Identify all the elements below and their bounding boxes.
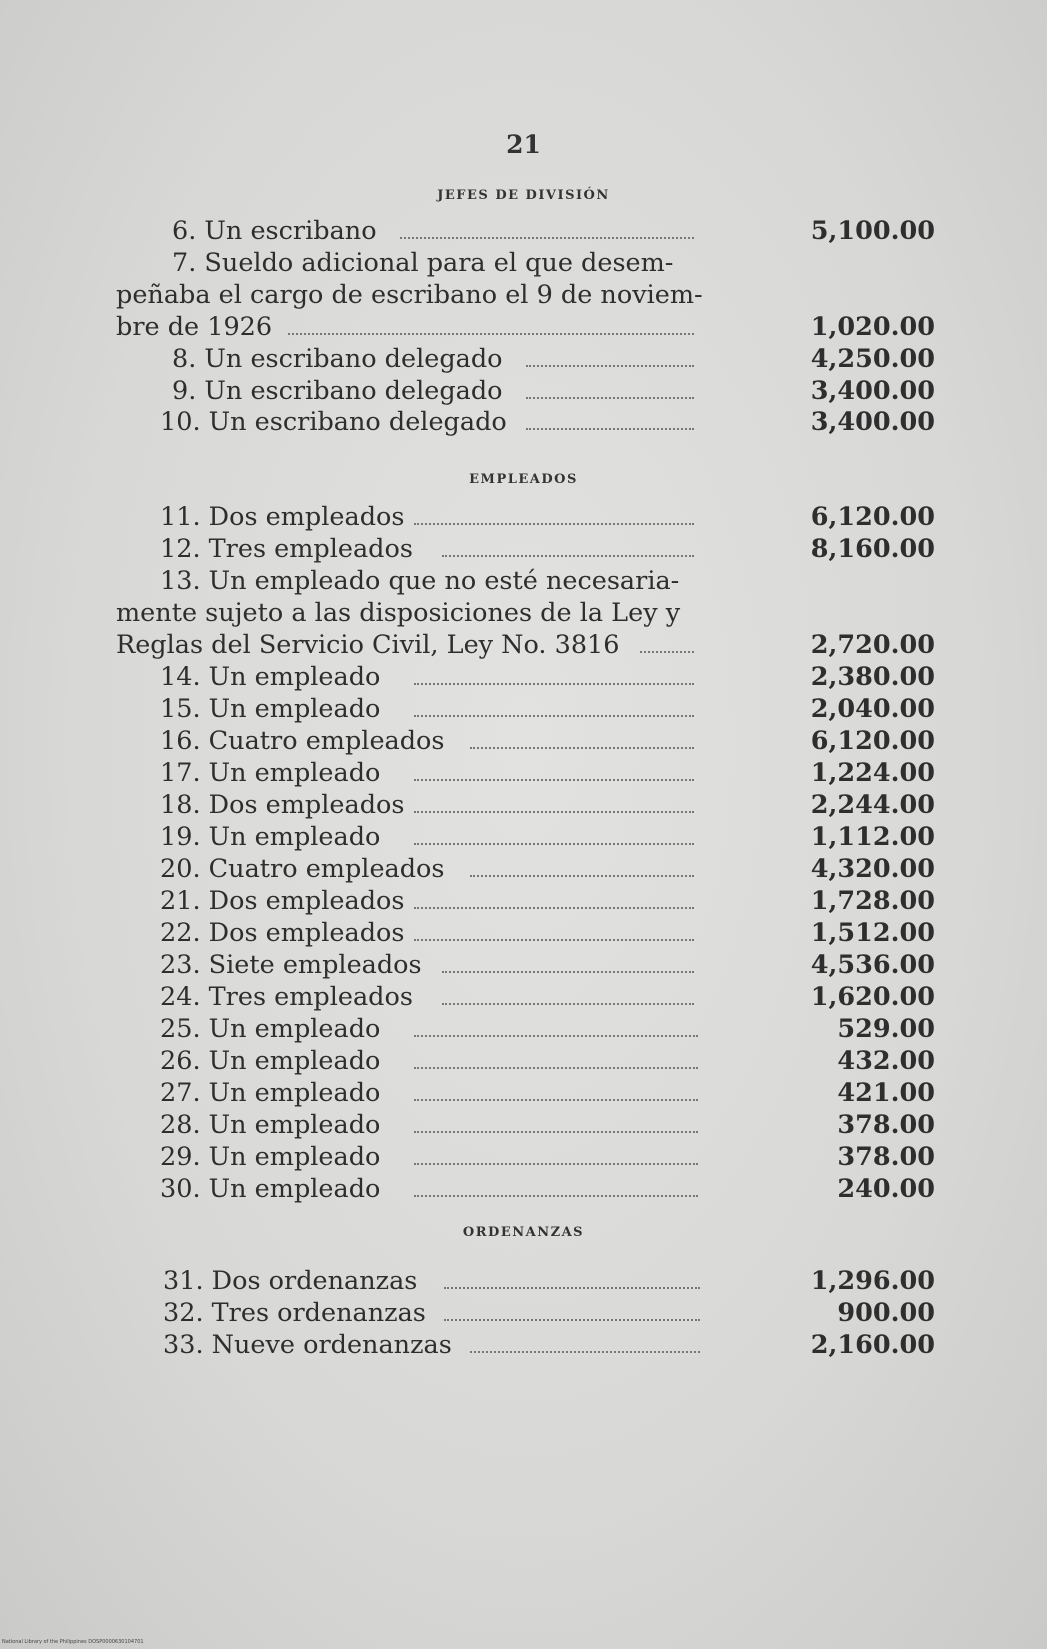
line-amount: 3,400.00 — [810, 376, 935, 406]
budget-line — [0, 981, 1047, 1014]
budget-line — [0, 279, 1047, 312]
budget-line — [0, 1297, 1047, 1330]
budget-line — [0, 1045, 1047, 1078]
dot-leader — [414, 843, 694, 845]
dot-leader — [414, 1131, 698, 1133]
dot-leader — [442, 1003, 694, 1005]
line-text: 27. Un empleado — [160, 1078, 381, 1108]
line-text: 32. Tres ordenanzas — [163, 1298, 426, 1328]
line-text: 19. Un empleado — [160, 822, 381, 852]
dot-leader — [442, 971, 694, 973]
budget-line — [0, 1173, 1047, 1206]
line-text: 10. Un escribano delegado — [160, 407, 507, 437]
dot-leader — [414, 1099, 698, 1101]
line-amount: 6,120.00 — [810, 502, 935, 532]
dot-leader — [470, 1351, 700, 1353]
budget-line — [0, 1077, 1047, 1110]
dot-leader — [526, 428, 694, 430]
budget-line — [0, 885, 1047, 918]
line-amount: 378.00 — [837, 1110, 935, 1140]
dot-leader — [442, 555, 694, 557]
line-text: 12. Tres empleados — [160, 534, 413, 564]
dot-leader — [444, 1287, 700, 1289]
dot-leader — [414, 683, 694, 685]
dot-leader — [414, 811, 694, 813]
section-heading-empleados: EMPLEADOS — [469, 472, 578, 487]
line-amount: 1,296.00 — [810, 1266, 935, 1296]
line-amount: 240.00 — [837, 1174, 935, 1204]
line-text: 13. Un empleado que no esté necesaria- — [160, 566, 680, 596]
dot-leader — [414, 523, 694, 525]
line-amount: 1,224.00 — [810, 758, 935, 788]
dot-leader — [640, 651, 694, 653]
dot-leader — [414, 715, 694, 717]
line-text: 31. Dos ordenanzas — [163, 1266, 418, 1296]
line-text: 14. Un empleado — [160, 662, 381, 692]
dot-leader — [444, 1319, 700, 1321]
line-text: 8. Un escribano delegado — [172, 344, 503, 374]
budget-line — [0, 1265, 1047, 1298]
line-amount: 2,244.00 — [810, 790, 935, 820]
line-text: 9. Un escribano delegado — [172, 376, 503, 406]
line-text: 28. Un empleado — [160, 1110, 381, 1140]
line-amount: 2,380.00 — [810, 662, 935, 692]
budget-line — [0, 725, 1047, 758]
line-amount: 1,728.00 — [810, 886, 935, 916]
line-text: peñaba el cargo de escribano el 9 de noviem- — [116, 280, 703, 310]
line-text: mente sujeto a las disposiciones de la Ley y — [116, 598, 681, 628]
line-amount: 1,512.00 — [810, 918, 935, 948]
dot-leader — [526, 397, 694, 399]
dot-leader — [526, 365, 694, 367]
budget-line — [0, 661, 1047, 694]
budget-line — [0, 215, 1047, 248]
line-text: 11. Dos empleados — [160, 502, 405, 532]
dot-leader — [414, 779, 694, 781]
line-text: 25. Un empleado — [160, 1014, 381, 1044]
line-text: 29. Un empleado — [160, 1142, 381, 1172]
budget-line — [0, 565, 1047, 598]
dot-leader — [400, 237, 694, 239]
line-text: 17. Un empleado — [160, 758, 381, 788]
budget-line — [0, 1013, 1047, 1046]
dot-leader — [414, 1067, 698, 1069]
dot-leader — [288, 333, 694, 335]
line-text: 22. Dos empleados — [160, 918, 405, 948]
budget-line — [0, 597, 1047, 630]
budget-line — [0, 821, 1047, 854]
budget-line — [0, 501, 1047, 534]
budget-line — [0, 917, 1047, 950]
page-number: 21 — [506, 130, 541, 159]
budget-line — [0, 406, 1047, 439]
line-text: 33. Nueve ordenanzas — [163, 1330, 452, 1360]
dot-leader — [414, 1035, 698, 1037]
budget-line — [0, 949, 1047, 982]
line-text: 21. Dos empleados — [160, 886, 405, 916]
line-text: 26. Un empleado — [160, 1046, 381, 1076]
budget-line — [0, 1329, 1047, 1362]
line-amount: 2,040.00 — [810, 694, 935, 724]
line-text: 7. Sueldo adicional para el que desem- — [172, 248, 674, 278]
dot-leader — [414, 1195, 698, 1197]
section-heading-jefes: JEFES DE DIVISIÓN — [437, 188, 610, 203]
line-amount: 3,400.00 — [810, 407, 935, 437]
dot-leader — [470, 875, 694, 877]
budget-line — [0, 1141, 1047, 1174]
line-amount: 1,112.00 — [810, 822, 935, 852]
line-text: 6. Un escribano — [172, 216, 377, 246]
line-amount: 1,620.00 — [810, 982, 935, 1012]
line-amount: 529.00 — [837, 1014, 935, 1044]
line-amount: 8,160.00 — [810, 534, 935, 564]
budget-line — [0, 853, 1047, 886]
budget-line — [0, 311, 1047, 344]
line-amount: 4,536.00 — [810, 950, 935, 980]
line-text: 18. Dos empleados — [160, 790, 405, 820]
line-amount: 5,100.00 — [810, 216, 935, 246]
line-text: 23. Siete empleados — [160, 950, 422, 980]
line-text: bre de 1926 — [116, 312, 273, 342]
line-text: 24. Tres empleados — [160, 982, 413, 1012]
budget-line — [0, 343, 1047, 376]
line-amount: 421.00 — [837, 1078, 935, 1108]
budget-line — [0, 693, 1047, 726]
budget-line — [0, 375, 1047, 408]
line-amount: 2,160.00 — [810, 1330, 935, 1360]
line-amount: 378.00 — [837, 1142, 935, 1172]
budget-line — [0, 757, 1047, 790]
dot-leader — [414, 1163, 698, 1165]
line-amount: 4,320.00 — [810, 854, 935, 884]
footer-note: National Library of the Philippines DOSP0000630104701 — [2, 1639, 144, 1645]
line-text: 20. Cuatro empleados — [160, 854, 445, 884]
line-text: 15. Un empleado — [160, 694, 381, 724]
budget-line — [0, 1109, 1047, 1142]
section-heading-ordenanzas: ORDENANZAS — [462, 1225, 585, 1240]
line-amount: 6,120.00 — [810, 726, 935, 756]
budget-line — [0, 533, 1047, 566]
line-text: 16. Cuatro empleados — [160, 726, 445, 756]
budget-line — [0, 629, 1047, 662]
dot-leader — [414, 939, 694, 941]
budget-line — [0, 247, 1047, 280]
line-amount: 4,250.00 — [810, 344, 935, 374]
line-amount: 432.00 — [837, 1046, 935, 1076]
line-amount: 900.00 — [837, 1298, 935, 1328]
line-text: Reglas del Servicio Civil, Ley No. 3816 — [116, 630, 620, 660]
dot-leader — [470, 747, 694, 749]
dot-leader — [414, 907, 694, 909]
budget-line — [0, 789, 1047, 822]
line-amount: 2,720.00 — [810, 630, 935, 660]
line-text: 30. Un empleado — [160, 1174, 381, 1204]
line-amount: 1,020.00 — [810, 312, 935, 342]
